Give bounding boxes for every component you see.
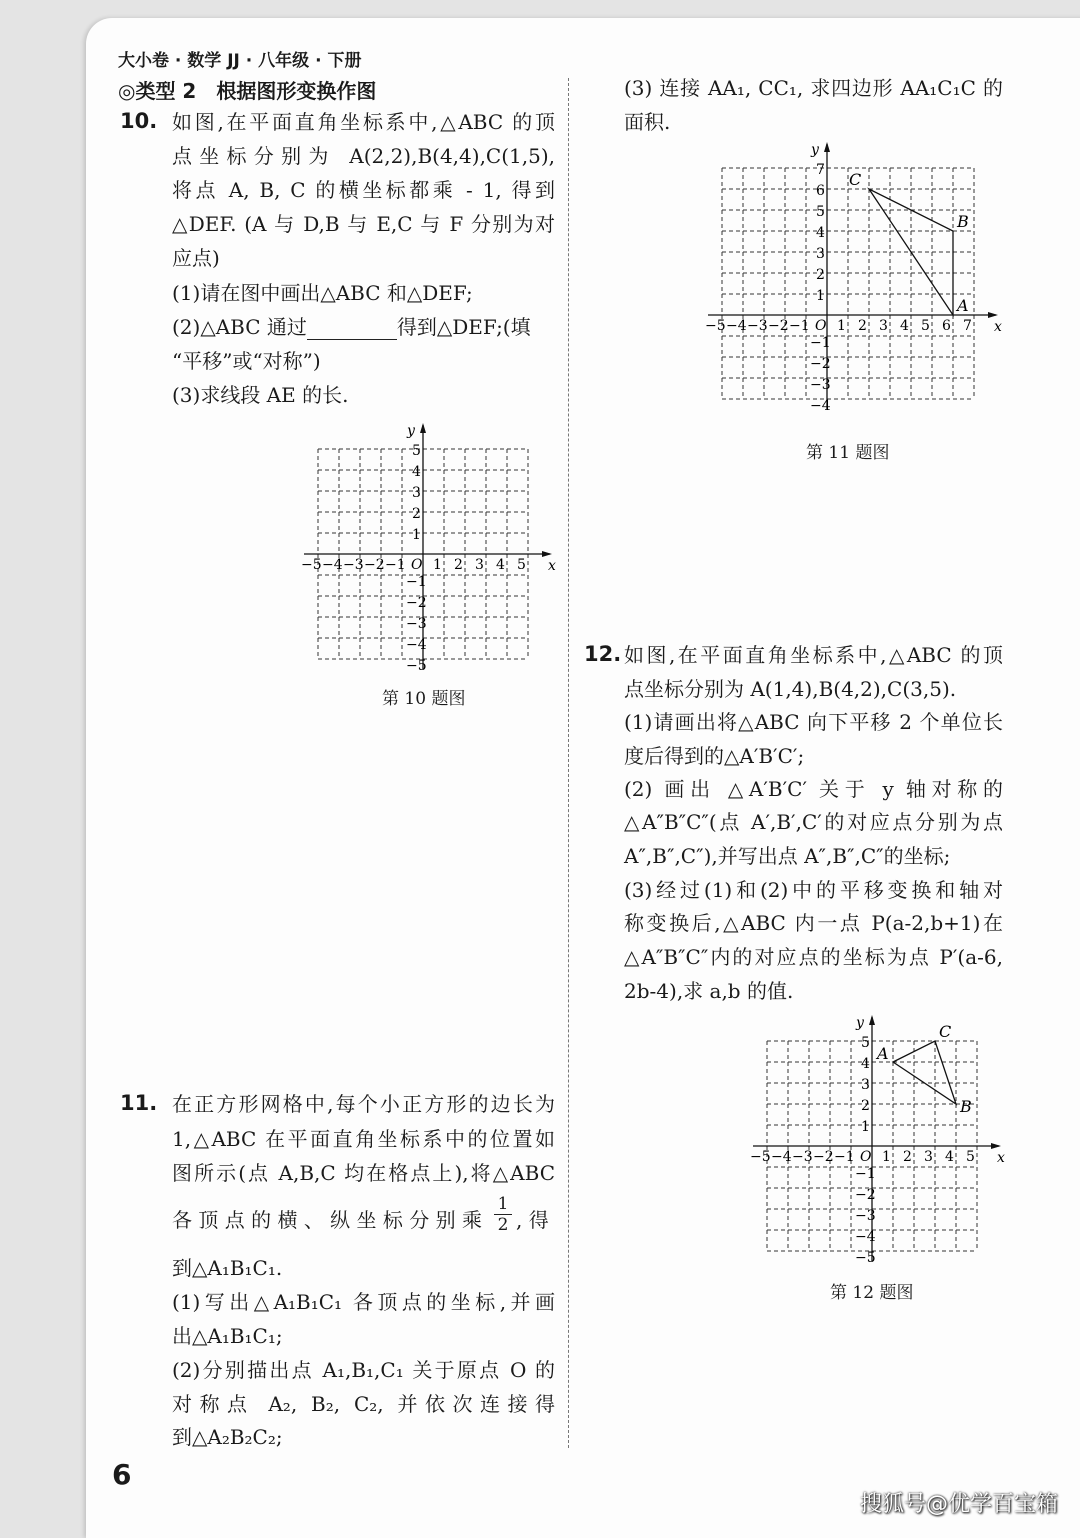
q11-line: , 得 (516, 1208, 549, 1232)
q11-line: (3) 连接 AA₁, CC₁, 求四边形 AA₁C₁C 的 (624, 76, 1003, 100)
x-tick-label: −4 (771, 1149, 792, 1165)
y-tick-label: −4 (855, 1229, 876, 1245)
q10-part2-b: 得到△DEF;(填 (396, 315, 531, 339)
x-tick-label: −5 (705, 318, 726, 334)
q11-line: 面积. (624, 110, 671, 134)
x-tick-label: −5 (301, 557, 322, 573)
y-axis-label: y (811, 142, 819, 158)
y-tick-label: 1 (816, 288, 825, 304)
q11-line: 图所示(点 A,B,C 均在格点上),将△ABC (172, 1161, 555, 1185)
q12-line: 点坐标分别为 A(1,4),B(4,2),C(3,5). (624, 677, 957, 701)
x-tick-label: −2 (813, 1149, 834, 1165)
q10-part2-a: (2)△ABC 通过 (172, 315, 307, 339)
x-tick-label: −3 (343, 557, 364, 573)
x-tick-label: 7 (963, 318, 972, 334)
q10-line: △DEF. (A 与 D,B 与 E,C 与 F 分别为对 (172, 212, 555, 236)
y-tick-label: −1 (855, 1166, 876, 1182)
y-tick-label: −3 (810, 377, 831, 393)
y-tick-label: 2 (412, 506, 421, 522)
q10-line: 点坐标分别为 A(2,2),B(4,4),C(1,5), (172, 144, 555, 168)
fraction-numerator: 1 (494, 1194, 512, 1215)
q12-line: (2) 画出 △A′B′C′ 关于 y 轴对称的 (624, 777, 1003, 801)
y-tick-label: −2 (406, 595, 427, 611)
y-tick-label: −4 (810, 398, 831, 414)
y-tick-label: 4 (412, 464, 421, 480)
y-tick-label: −2 (855, 1187, 876, 1203)
y-tick-label: 4 (861, 1056, 870, 1072)
fraction-one-half (494, 1194, 512, 1235)
triangle-abc (893, 1041, 956, 1104)
grid-svg (288, 419, 578, 699)
q11-line: (2)分别描出点 A₁,B₁,C₁ 关于原点 O 的 (172, 1358, 555, 1382)
q12-line: 称变换后,△ABC 内一点 P(a-2,b+1)在 (624, 911, 1003, 935)
x-tick-label: 1 (433, 557, 442, 573)
q12-line: 2b-4),求 a,b 的值. (624, 979, 794, 1003)
q10-coordinate-grid (288, 419, 578, 703)
x-tick-label: 2 (858, 318, 867, 334)
running-header: 大小卷 · 数学 JJ · 八年级 · 下册 (118, 51, 362, 71)
q12-line: 如图,在平面直角坐标系中,△ABC 的顶 (624, 643, 1003, 667)
x-tick-label: 3 (924, 1149, 933, 1165)
x-tick-label: 3 (879, 318, 888, 334)
grid-svg (692, 138, 1024, 439)
q10-number: 10. (120, 109, 158, 133)
y-tick-label: 4 (816, 225, 825, 241)
q12-line: △A″B″C″(点 A′,B′,C′的对应点分别为点 (624, 810, 1003, 834)
x-axis-label: x (548, 558, 556, 574)
y-tick-label: 1 (861, 1119, 870, 1135)
y-tick-label: 5 (816, 204, 825, 220)
x-tick-label: 2 (903, 1149, 912, 1165)
point-label-b: B (957, 212, 969, 231)
y-tick-label: 3 (816, 246, 825, 262)
fraction-denominator: 2 (497, 1215, 509, 1235)
q10-caption: 第 10 题图 (382, 689, 466, 709)
x-tick-label: 5 (966, 1149, 975, 1165)
q10-line: 将点 A, B, C 的横坐标都乘 - 1, 得到 (172, 178, 555, 202)
point-label-a: A (877, 1044, 889, 1063)
x-axis-arrow-icon (988, 312, 998, 318)
x-tick-label: 2 (454, 557, 463, 573)
x-tick-label: −4 (726, 318, 747, 334)
y-axis-arrow-icon (824, 142, 830, 152)
y-tick-label: 5 (861, 1035, 870, 1051)
y-tick-label: 5 (412, 443, 421, 459)
column-divider (568, 78, 569, 1448)
q10-line: “平移”或“对称”) (172, 349, 321, 373)
q11-number: 11. (120, 1091, 158, 1115)
origin-label: O (860, 1149, 872, 1165)
answer-blank[interactable] (307, 319, 397, 340)
y-tick-label: 6 (816, 183, 825, 199)
y-axis-label: y (407, 423, 415, 439)
x-tick-label: 4 (496, 557, 505, 573)
x-tick-label: 4 (945, 1149, 954, 1165)
y-tick-label: 2 (816, 267, 825, 283)
q11-caption: 第 11 题图 (806, 443, 890, 463)
watermark: 搜狐号@优学百宝箱 (860, 1492, 1059, 1517)
x-tick-label: −1 (385, 557, 406, 573)
point-label-c: C (849, 170, 862, 189)
point-label-b: B (960, 1097, 972, 1116)
x-tick-label: 1 (882, 1149, 891, 1165)
x-tick-label: −3 (747, 318, 768, 334)
x-tick-label: 6 (942, 318, 951, 334)
x-tick-label: −1 (789, 318, 810, 334)
q12-coordinate-grid (737, 1011, 1027, 1295)
x-tick-label: 4 (900, 318, 909, 334)
x-axis-arrow-icon (991, 1143, 1001, 1149)
x-tick-label: 5 (921, 318, 930, 334)
x-tick-label: 1 (837, 318, 846, 334)
y-tick-label: −1 (810, 335, 831, 351)
q11-line: 对称点 A₂, B₂, C₂, 并依次连接得 (172, 1392, 555, 1416)
x-tick-label: −3 (792, 1149, 813, 1165)
y-tick-label: −5 (406, 658, 427, 674)
x-axis-arrow-icon (542, 551, 552, 557)
q11-line: 到△A₂B₂C₂; (172, 1425, 283, 1449)
y-tick-label: 7 (816, 162, 825, 178)
q12-number: 12. (584, 642, 622, 666)
q12-line: 度后得到的△A′B′C′; (624, 744, 805, 768)
y-tick-label: 3 (861, 1077, 870, 1093)
y-tick-label: −1 (406, 574, 427, 590)
section-title: ◎类型 2 根据图形变换作图 (118, 79, 377, 103)
x-axis-label: x (994, 319, 1002, 335)
q11-coordinate-grid (692, 138, 1024, 443)
y-tick-label: −3 (406, 616, 427, 632)
x-tick-label: −2 (768, 318, 789, 334)
y-tick-label: 3 (412, 485, 421, 501)
q10-line: (3)求线段 AE 的长. (172, 383, 349, 407)
x-tick-label: 3 (475, 557, 484, 573)
x-tick-label: −2 (364, 557, 385, 573)
q11-line: 1,△ABC 在平面直角坐标系中的位置如 (172, 1127, 555, 1151)
page-number: 6 (112, 1458, 132, 1491)
q12-line: △A″B″C″内的对应点的坐标为点 P′(a-6, (624, 945, 1003, 969)
q10-line (172, 314, 531, 340)
y-tick-label: −3 (855, 1208, 876, 1224)
point-label-a: A (957, 296, 969, 315)
x-tick-label: 5 (517, 557, 526, 573)
q12-line: (3)经过(1)和(2)中的平移变换和轴对 (624, 878, 1003, 902)
x-tick-label: −5 (750, 1149, 771, 1165)
q10-line: (1)请在图中画出△ABC 和△DEF; (172, 281, 473, 305)
y-tick-label: −5 (855, 1250, 876, 1266)
y-tick-label: −2 (810, 356, 831, 372)
y-axis-arrow-icon (420, 423, 426, 433)
q12-line: (1)请画出将△ABC 向下平移 2 个单位长 (624, 710, 1003, 734)
y-tick-label: −4 (406, 637, 427, 653)
point-label-c: C (939, 1022, 952, 1041)
x-axis-label: x (997, 1150, 1005, 1166)
q10-line: 如图,在平面直角坐标系中,△ABC 的顶 (172, 110, 555, 134)
origin-label: O (411, 557, 423, 573)
q11-line: 在正方形网格中,每个小正方形的边长为 (172, 1092, 555, 1116)
q11-line: 到△A₁B₁C₁. (172, 1256, 283, 1280)
q10-line: 应点) (172, 246, 220, 270)
x-tick-label: −4 (322, 557, 343, 573)
q11-line: 各顶点的横、纵坐标分别乘 (172, 1208, 482, 1232)
origin-label: O (815, 318, 827, 334)
y-axis-label: y (856, 1015, 864, 1031)
q12-line: A″,B″,C″),并写出点 A″,B″,C″的坐标; (624, 844, 951, 868)
y-tick-label: 2 (861, 1098, 870, 1114)
y-axis-arrow-icon (869, 1015, 875, 1025)
q12-caption: 第 12 题图 (830, 1283, 914, 1303)
y-tick-label: 1 (412, 527, 421, 543)
x-tick-label: −1 (834, 1149, 855, 1165)
q11-line: 出△A₁B₁C₁; (172, 1324, 283, 1348)
q11-line: (1)写出△A₁B₁C₁ 各顶点的坐标,并画 (172, 1290, 555, 1314)
grid-svg (737, 1011, 1027, 1291)
